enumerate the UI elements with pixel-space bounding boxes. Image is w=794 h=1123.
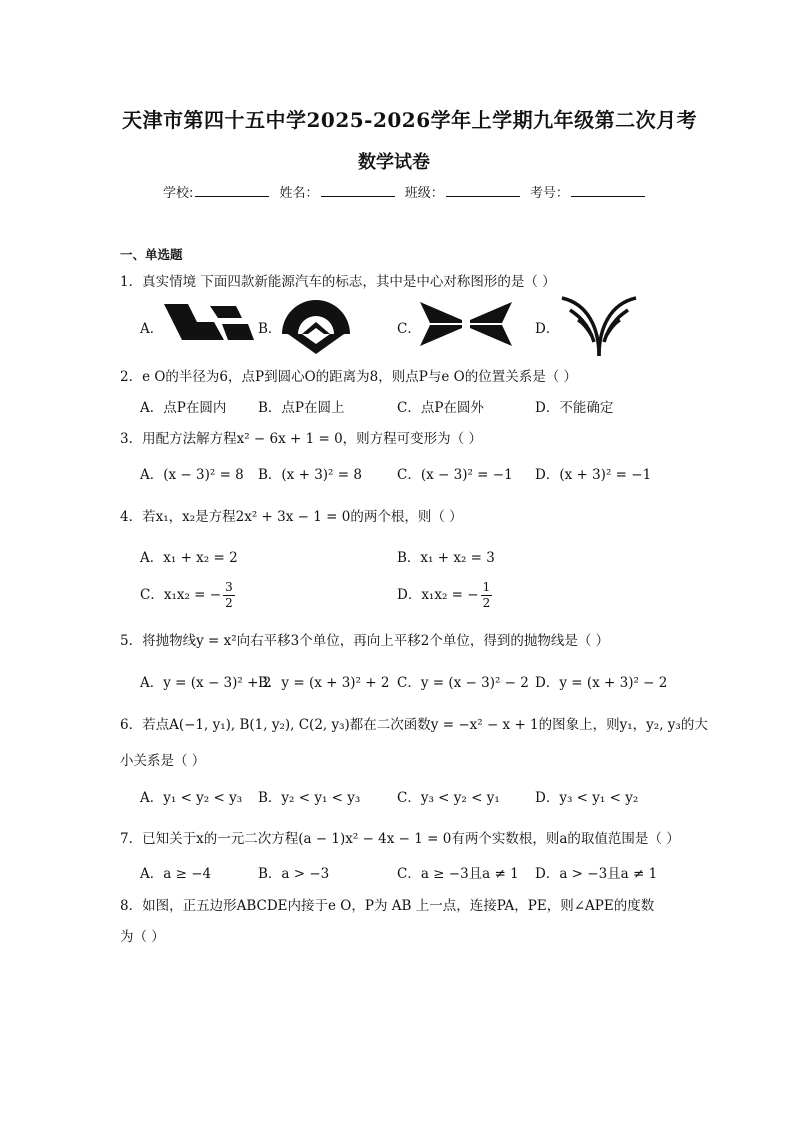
q6-option-a: A．y₁ < y₂ < y₃	[140, 790, 243, 806]
question-7-stem: 7．已知关于x的一元二次方程(a − 1)x² − 4x − 1 = 0有两个实数根，则a的取值范围是（ ）	[120, 831, 680, 847]
fraction-numerator: 1	[482, 580, 491, 594]
fraction-denominator: 2	[225, 596, 233, 610]
q7-option-b: B．a > −3	[258, 866, 330, 882]
q2-option-d: D．不能确定	[535, 400, 614, 416]
q3-option-d: D．(x + 3)² = −1	[535, 467, 652, 483]
q3-option-a: A．(x − 3)² = 8	[140, 467, 244, 483]
question-8-stem-line-1: 8．如图，正五边形ABCDE内接于e O，P为 AB 上一点，连接PA，PE，则∠APE的度数	[120, 898, 655, 914]
q7-option-c: C．a ≥ −3且a ≠ 1	[397, 866, 519, 882]
name-label: 姓名：	[279, 186, 319, 201]
q1-option-b: B．	[258, 321, 282, 337]
q4-option-d	[397, 580, 492, 611]
q1-logo-c-icon	[418, 300, 514, 348]
school-blank	[195, 184, 269, 197]
question-6-stem-line-2: 小关系是（ ）	[120, 753, 206, 769]
question-2-stem: 2．e O的半径为6，点P到圆心O的距离为8，则点P与e O的位置关系是（ ）	[120, 369, 577, 385]
q7-option-d: D．a > −3且a ≠ 1	[535, 866, 658, 882]
question-4-stem: 4．若x₁，x₂是方程2x² + 3x − 1 = 0的两个根，则（ ）	[120, 509, 463, 525]
page-subtitle: 数学试卷	[358, 152, 430, 173]
q5-option-d: D．y = (x + 3)² − 2	[535, 675, 668, 691]
school-label: 学校:	[163, 186, 194, 201]
q5-option-b: B．y = (x + 3)² + 2	[258, 675, 390, 691]
q2-option-b: B．点P在圆上	[258, 400, 345, 416]
q1-logo-d-icon	[558, 292, 640, 358]
q4-option-b: B．x₁ + x₂ = 3	[397, 550, 495, 566]
q1-logo-b-icon	[280, 294, 352, 356]
q1-option-a: A．	[140, 321, 164, 337]
q4-option-d-text: D．x₁x₂ = −	[397, 587, 479, 603]
q4-option-a: A．x₁ + x₂ = 2	[140, 550, 238, 566]
q6-option-b: B．y₂ < y₁ < y₃	[258, 790, 361, 806]
q3-option-c: C．(x − 3)² = −1	[397, 467, 513, 483]
q3-option-b: B．(x + 3)² = 8	[258, 467, 362, 483]
q4-option-c-text: C．x₁x₂ = −	[140, 587, 222, 603]
q5-option-a: A．y = (x − 3)² + 2	[140, 675, 272, 691]
q4-option-c-fraction	[223, 580, 235, 611]
question-3-stem: 3．用配方法解方程x² − 6x + 1 = 0，则方程可变形为（ ）	[120, 431, 482, 447]
q4-option-d-fraction	[481, 580, 493, 611]
section-title: 一、单选题	[120, 247, 183, 262]
q2-option-c: C．点P在圆外	[397, 400, 484, 416]
q4-option-c	[140, 580, 235, 611]
q6-option-c: C．y₃ < y₂ < y₁	[397, 790, 500, 806]
q6-option-d: D．y₃ < y₁ < y₂	[535, 790, 639, 806]
q7-option-a: A．a ≥ −4	[140, 866, 212, 882]
question-8-stem-line-2: 为（ ）	[120, 929, 165, 945]
fraction-denominator: 2	[482, 596, 491, 610]
q1-logo-a-icon	[162, 302, 254, 344]
exam-number-label: 考号：	[529, 186, 569, 201]
page-title: 天津市第四十五中学2025-2026学年上学期九年级第二次月考	[122, 108, 698, 132]
exam-number-blank	[571, 184, 645, 197]
question-1-stem: 1．真实情境 下面四款新能源汽车的标志，其中是中心对称图形的是（ ）	[120, 274, 556, 290]
question-5-stem: 5．将抛物线y = x²向右平移3个单位，再向上平移2个单位，得到的抛物线是（ ）	[120, 633, 610, 649]
class-blank	[446, 184, 520, 197]
fraction-numerator: 3	[225, 580, 233, 594]
student-info-row	[163, 182, 651, 201]
question-6-stem-line-1: 6．若点A(−1, y₁), B(1, y₂), C(2, y₃)都在二次函数y = −x² − x + 1的图象上，则y₁，y₂, y₃的大	[120, 717, 708, 733]
q1-option-c: C．	[397, 321, 421, 337]
class-label: 班级：	[404, 186, 444, 201]
q2-option-a: A．点P在圆内	[140, 400, 227, 416]
q1-option-d: D．	[535, 321, 560, 337]
q5-option-c: C．y = (x − 3)² − 2	[397, 675, 529, 691]
name-blank	[321, 184, 395, 197]
